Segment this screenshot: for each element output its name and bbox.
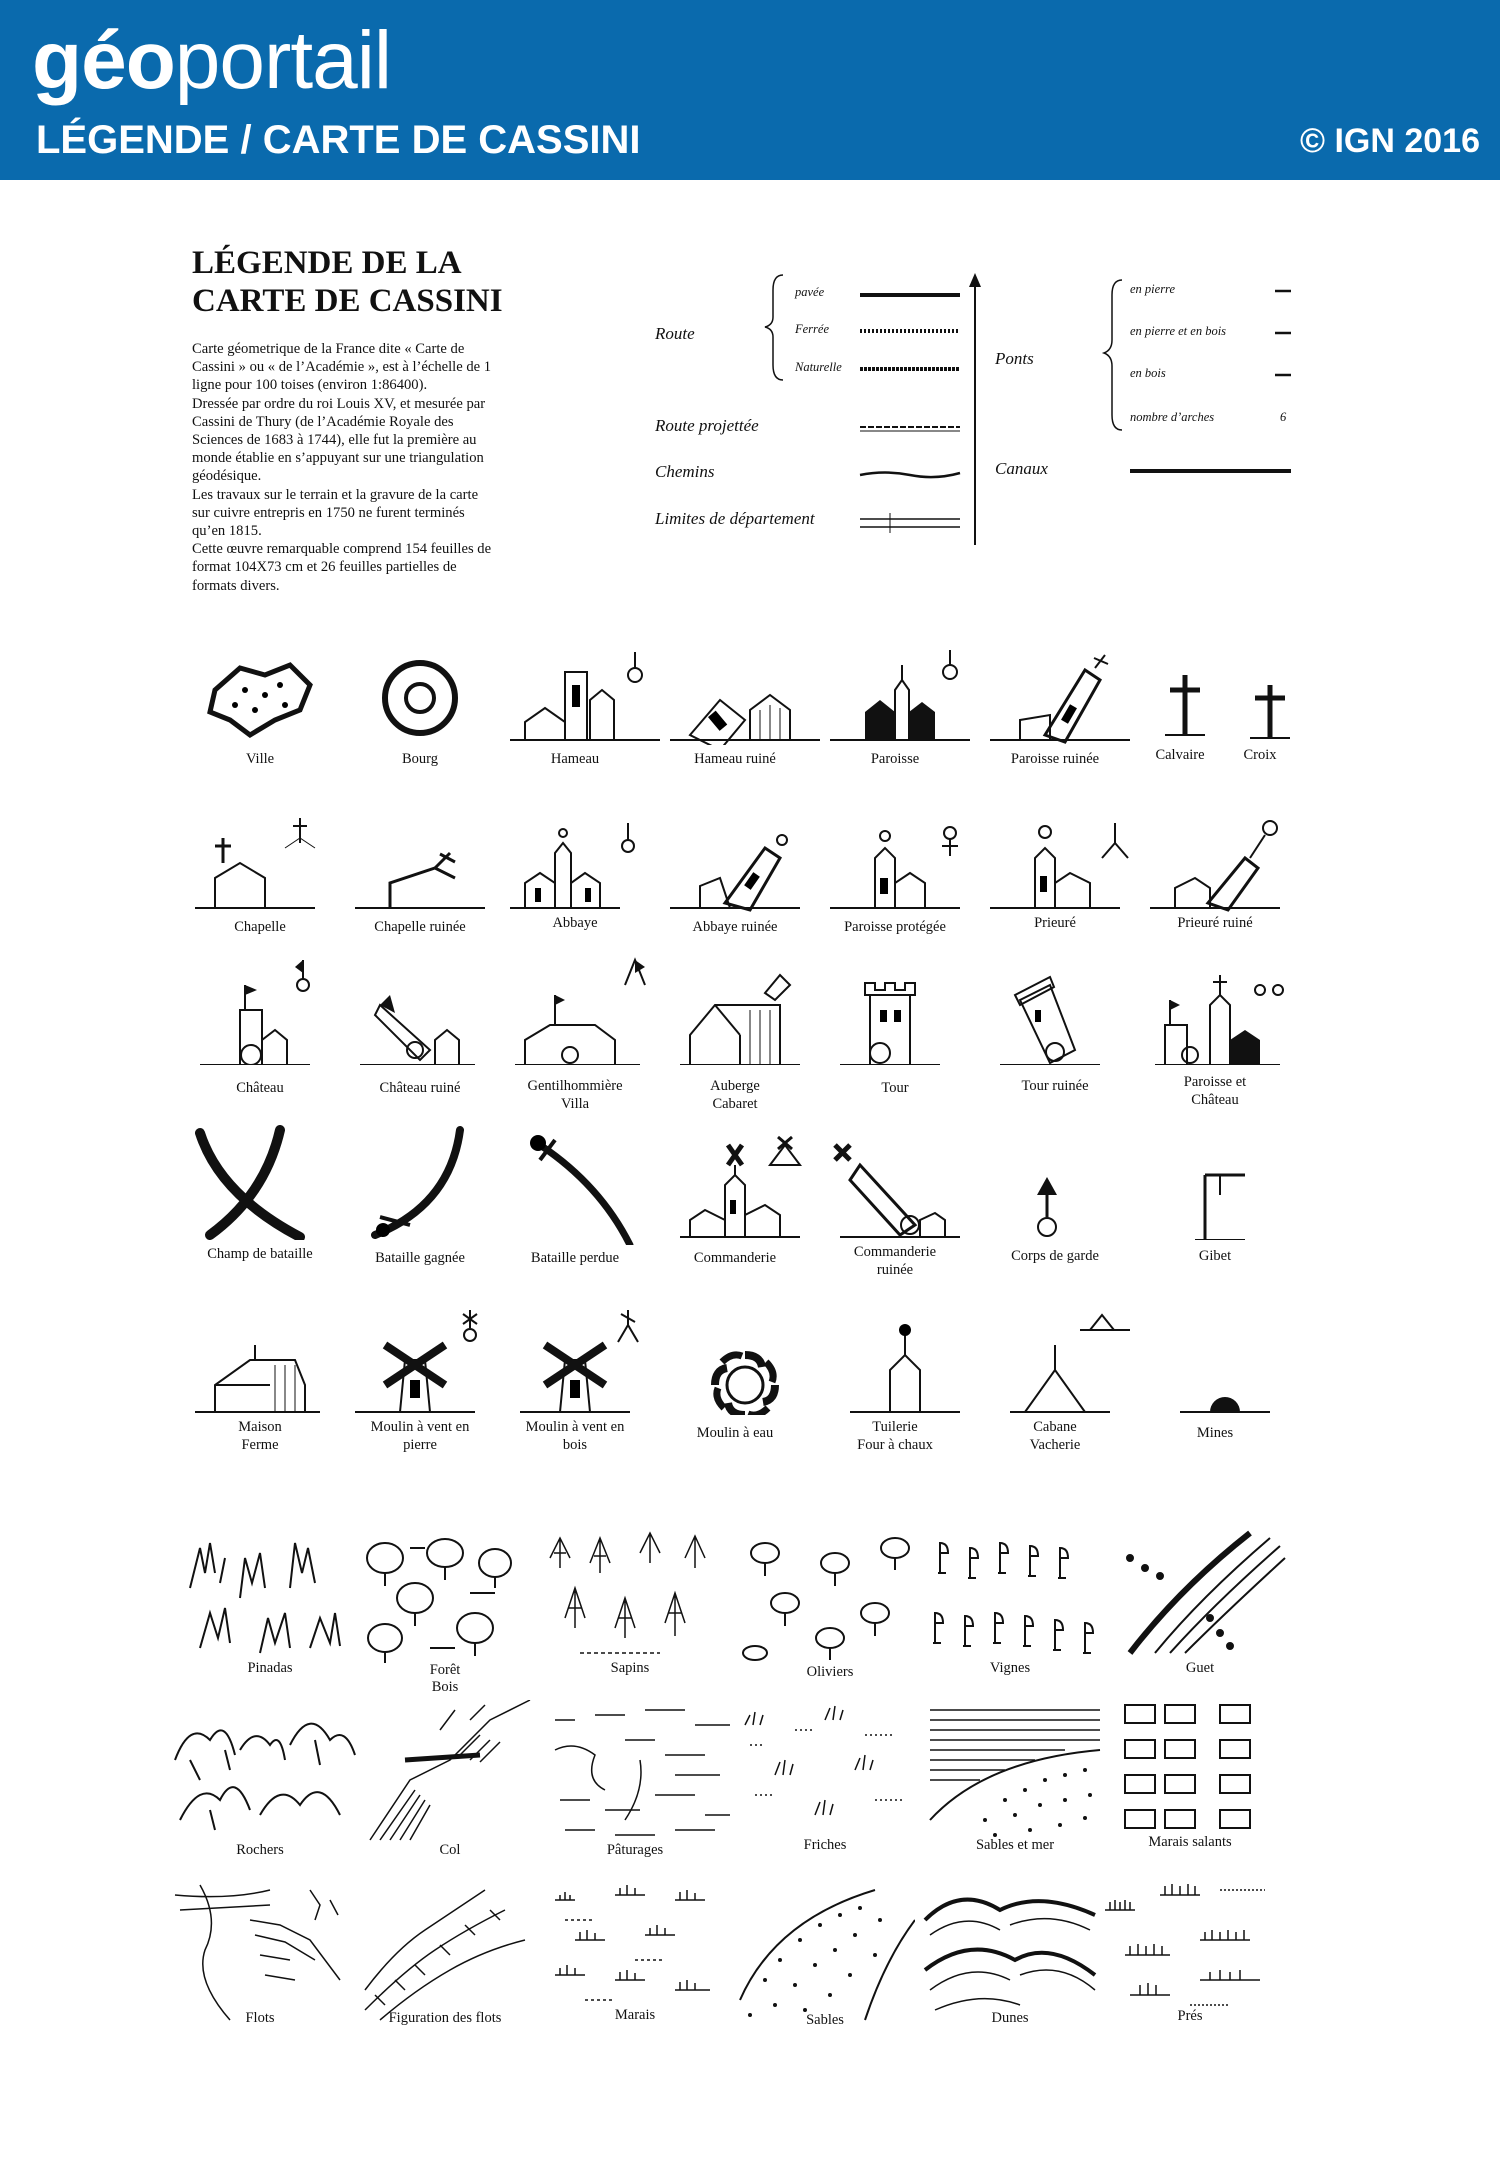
texture-label: Marais	[614, 2007, 656, 2023]
label-line: bois	[562, 1437, 588, 1453]
vignes-texture	[920, 1528, 1100, 1668]
symbol-bataille-gagnee	[345, 1125, 495, 1295]
symbol-label	[335, 1418, 505, 1454]
desc-line: Sciences de 1683 à 1744), elle fut la première au	[192, 432, 477, 449]
texture-marais	[545, 1880, 725, 2050]
abbaye-ruinee-icon	[670, 818, 820, 913]
legend-description	[192, 340, 514, 595]
battle-won-icon	[355, 1125, 495, 1240]
symbol-commanderie-ruinee	[820, 1125, 970, 1295]
desc-line: Cassini » ou « de l’Académie », est à l’échelle de 1	[192, 359, 492, 376]
paroisse-chateau-icon	[1150, 955, 1300, 1065]
sables-mer-texture	[925, 1700, 1105, 1850]
label-line: Cabane	[1033, 1419, 1077, 1435]
chapelle-icon	[195, 818, 325, 913]
texture-label: Col	[439, 1842, 461, 1858]
symbol-auberge	[660, 955, 810, 1125]
texture-label: Pâturages	[606, 1842, 664, 1858]
paroisse-ruinee-icon	[990, 650, 1140, 745]
texture-oliviers	[740, 1528, 920, 1698]
label-line: Commanderie	[853, 1244, 937, 1260]
texture-marais-salants	[1115, 1700, 1295, 1870]
commanderie-icon	[670, 1125, 820, 1240]
desc-line: ligne pour 100 toises (environ 1:86400).	[192, 377, 428, 394]
bridge-wood-label: en bois	[1130, 366, 1166, 380]
desc-line: format 104X73 cm et 26 feuilles partielles de	[192, 559, 457, 576]
gibet-icon	[1150, 1125, 1300, 1240]
symbol-label	[810, 1243, 980, 1279]
symbol-label: Calvaire	[1155, 747, 1205, 763]
desc-line: Les travaux sur le terrain et la gravure de la carte	[192, 486, 479, 503]
texture-paturages	[545, 1700, 725, 1870]
logo-bold-text: géo	[32, 15, 175, 106]
logo-light-text: portail	[174, 15, 392, 106]
page-subtitle: LÉGENDE / CARTE DE CASSINI	[36, 118, 641, 162]
paroisse-icon	[830, 650, 980, 745]
label-line: Bois	[431, 1679, 459, 1695]
desc-line: sur cuivre entrepris en 1750 ne furent terminés	[192, 504, 465, 521]
figuration-flots-texture	[355, 1880, 535, 2025]
texture-vignes	[920, 1528, 1100, 1698]
desc-line: géodésique.	[192, 468, 262, 485]
label-line: Auberge	[710, 1078, 760, 1094]
symbol-ville	[185, 650, 335, 820]
bridge-arches-label: nombre d’arches	[1130, 410, 1215, 424]
moulin-bois-icon	[510, 1300, 660, 1415]
texture-sables	[735, 1880, 915, 2050]
symbol-label: Hameau	[550, 751, 600, 767]
moulin-pierre-icon	[355, 1300, 505, 1415]
texture-label: Vignes	[989, 1660, 1031, 1676]
sables-texture	[735, 1880, 915, 2025]
texture-dunes	[920, 1880, 1100, 2050]
symbol-label: Abbaye ruinée	[692, 919, 778, 935]
symbol-label: Champ de bataille	[207, 1246, 313, 1262]
texture-label: Pinadas	[247, 1660, 293, 1676]
hameau-ruine-icon	[670, 650, 820, 745]
symbol-label: Croix	[1243, 747, 1277, 763]
symbol-label	[810, 1418, 980, 1454]
desc-line: Carte géometrique de la France dite « Carte de	[192, 341, 465, 357]
symbol-label: Paroisse	[870, 751, 920, 767]
dunes-texture	[920, 1880, 1100, 2025]
symbol-label: Prieuré	[1034, 915, 1076, 931]
texture-rochers	[170, 1700, 350, 1870]
road-ferree-label: Ferrée	[795, 322, 830, 336]
symbol-label: Ville	[245, 751, 275, 767]
texture-label: Friches	[803, 1837, 847, 1853]
paths-label: Chemins	[655, 462, 715, 481]
symbol-hameau-ruine	[660, 650, 810, 820]
ville-icon	[195, 650, 325, 745]
friches-texture	[735, 1700, 915, 1850]
tuilerie-icon	[830, 1300, 980, 1415]
pres-texture	[1100, 1880, 1280, 2025]
texture-pres	[1100, 1880, 1280, 2050]
marais-salants-texture	[1115, 1700, 1295, 1850]
texture-sables-mer	[925, 1700, 1105, 1870]
symbol-label	[490, 1418, 660, 1454]
label-line: Moulin à vent en	[525, 1419, 625, 1435]
pinadas-texture	[180, 1528, 360, 1668]
croix-icon	[1230, 650, 1310, 745]
symbol-label: Gibet	[1198, 1248, 1232, 1264]
symbol-paroisse-ruinee	[980, 650, 1130, 820]
symbol-label	[970, 1418, 1140, 1454]
calvaire-icon	[1150, 650, 1230, 745]
hameau-icon	[510, 650, 660, 745]
desc-line: Dressée par ordre du roi Louis XV, et mesurée par	[192, 395, 486, 412]
texture-label: Rochers	[236, 1842, 284, 1858]
texture-col	[360, 1700, 540, 1870]
road-projected-label: Route projettée	[655, 416, 759, 435]
texture-label: Marais salants	[1148, 1834, 1232, 1850]
symbol-label: Bataille perdue	[530, 1250, 620, 1266]
symbol-tour	[820, 955, 970, 1125]
symbol-hameau	[500, 650, 650, 820]
desc-line: Cette œuvre remarquable comprend 154 feuilles de	[192, 541, 492, 558]
label-line: Vacherie	[1029, 1437, 1081, 1453]
texture-label: Sapins	[610, 1660, 650, 1676]
symbol-label: Tour ruinée	[1021, 1078, 1089, 1094]
moulin-eau-icon	[670, 1300, 820, 1415]
symbol-corps-garde	[980, 1125, 1130, 1295]
symbol-label	[490, 1077, 660, 1113]
symbol-label: Abbaye	[552, 915, 598, 931]
bourg-icon	[355, 650, 485, 745]
symbol-calvaire	[1140, 650, 1220, 820]
paroisse-protegee-icon	[830, 818, 980, 913]
label-line: Villa	[560, 1096, 590, 1112]
symbol-label: Prieuré ruiné	[1177, 915, 1253, 931]
label-line: Paroisse et	[1183, 1074, 1247, 1090]
label-line: Moulin à vent en	[370, 1419, 470, 1435]
canals-label: Canaux	[995, 459, 1048, 478]
texture-label	[355, 1662, 535, 1696]
symbol-champ-bataille	[185, 1125, 335, 1295]
gentilhommiere-icon	[510, 955, 660, 1065]
symbol-label: Tour	[881, 1080, 909, 1096]
commanderie-ruinee-icon	[830, 1125, 980, 1240]
corps-garde-icon	[990, 1125, 1140, 1240]
col-texture	[360, 1700, 540, 1850]
symbol-chateau-ruine	[345, 955, 495, 1125]
marais-texture	[545, 1880, 725, 2025]
texture-label: Oliviers	[806, 1664, 854, 1680]
department-limits-label: Limites de département	[655, 509, 815, 528]
mines-icon	[1150, 1300, 1300, 1415]
symbol-label: Chapelle ruinée	[374, 919, 466, 935]
texture-foret	[355, 1528, 535, 1698]
symbol-label	[650, 1077, 820, 1113]
symbol-chateau	[185, 955, 335, 1125]
chapelle-ruinee-icon	[355, 818, 495, 913]
symbol-label: Chapelle	[234, 919, 286, 935]
symbol-tuilerie	[820, 1300, 970, 1470]
legend-title-line2: CARTE DE CASSINI	[192, 283, 503, 319]
symbol-label: Château	[236, 1080, 284, 1096]
legend-title-line1: LÉGENDE DE LA	[192, 245, 462, 281]
texture-label: Prés	[1177, 2008, 1203, 2024]
texture-friches	[735, 1700, 915, 1870]
desc-line: Cassini de Thury (de l’Académie Royale des	[192, 413, 454, 430]
battle-lost-icon	[510, 1125, 650, 1245]
label-line: Cabaret	[712, 1096, 758, 1112]
auberge-icon	[670, 955, 820, 1065]
label-line: Ferme	[241, 1437, 279, 1453]
symbol-label: Moulin à eau	[696, 1425, 774, 1441]
prieure-ruine-icon	[1150, 818, 1300, 913]
road-label: Route	[655, 324, 695, 343]
symbol-maison	[185, 1300, 335, 1470]
texture-label: Sables et mer	[975, 1837, 1055, 1853]
symbol-label: Bourg	[402, 751, 438, 767]
oliviers-texture	[740, 1528, 920, 1668]
texture-label: Flots	[245, 2010, 275, 2026]
label-line: Tuilerie	[872, 1419, 918, 1435]
header-banner	[0, 0, 1500, 180]
symbol-cabane	[980, 1300, 1130, 1470]
symbol-label: Commanderie	[693, 1250, 777, 1266]
texture-flots	[170, 1880, 350, 2050]
foret-texture	[355, 1528, 535, 1668]
road-naturelle-label: Naturelle	[795, 360, 842, 374]
maison-icon	[195, 1300, 325, 1415]
bridges-label: Ponts	[995, 349, 1034, 368]
label-line: Four à chaux	[857, 1437, 933, 1453]
symbol-label: Bataille gagnée	[375, 1250, 465, 1266]
texture-label: Guet	[1185, 1660, 1215, 1676]
label-line: Gentilhommière	[527, 1078, 623, 1094]
texture-label: Sables	[806, 2012, 844, 2028]
geoportail-logo[interactable]	[32, 14, 391, 108]
desc-line: formats divers.	[192, 577, 280, 594]
symbol-label: Paroisse ruinée	[1010, 751, 1100, 767]
symbol-tour-ruinee	[980, 955, 1130, 1125]
abbaye-icon	[510, 818, 650, 913]
symbol-label: Château ruiné	[379, 1080, 461, 1096]
texture-guet	[1110, 1528, 1290, 1698]
paturages-texture	[545, 1700, 735, 1850]
texture-sapins	[540, 1528, 720, 1698]
legend-title	[192, 244, 503, 320]
symbol-gentilhommiere	[500, 955, 650, 1125]
rochers-texture	[170, 1700, 360, 1850]
texture-label: Dunes	[991, 2010, 1029, 2026]
symbol-bataille-perdue	[500, 1125, 650, 1295]
texture-figuration-flots	[355, 1880, 535, 2050]
symbol-label: Mines	[1196, 1425, 1234, 1441]
bridge-arches-number: 6	[1280, 410, 1287, 424]
texture-label: Figuration des flots	[388, 2010, 502, 2026]
chateau-icon	[195, 955, 325, 1065]
symbol-moulin-bois	[500, 1300, 650, 1470]
sapins-texture	[540, 1528, 720, 1668]
symbol-label: Paroisse protégée	[844, 919, 946, 935]
copyright: © IGN 2016	[1299, 122, 1480, 160]
symbol-bourg	[345, 650, 495, 820]
symbol-label: Hameau ruiné	[694, 751, 776, 767]
symbol-paroisse-chateau	[1140, 955, 1290, 1125]
symbol-croix	[1220, 650, 1300, 820]
symbol-paroisse	[820, 650, 970, 820]
symbol-gibet	[1140, 1125, 1290, 1295]
symbol-label: Corps de garde	[1011, 1248, 1099, 1264]
battlefield-icon	[195, 1125, 335, 1240]
roads-legend	[655, 265, 1315, 555]
desc-line: qu’en 1815.	[192, 523, 262, 540]
label-line: Château	[1191, 1092, 1239, 1108]
label-line: Forêt	[429, 1662, 461, 1678]
symbol-moulin-eau	[660, 1300, 810, 1470]
road-pavee-label: pavée	[795, 285, 825, 299]
symbol-mines	[1140, 1300, 1290, 1470]
symbol-label	[175, 1418, 345, 1454]
guet-texture	[1110, 1528, 1290, 1668]
flots-texture	[170, 1880, 350, 2025]
bridge-stone-label: en pierre	[1130, 282, 1176, 296]
symbol-moulin-pierre	[345, 1300, 495, 1470]
tour-icon	[830, 955, 980, 1065]
symbol-commanderie	[660, 1125, 810, 1295]
bridge-stone-wood-label: en pierre et en bois	[1130, 324, 1227, 338]
label-line: Maison	[238, 1419, 282, 1435]
label-line: ruinée	[876, 1262, 914, 1278]
label-line: pierre	[403, 1437, 437, 1453]
desc-line: monde établie en s’appuyant sur une triangulation	[192, 450, 484, 467]
chateau-ruine-icon	[355, 955, 495, 1065]
prieure-icon	[990, 818, 1140, 913]
tour-ruinee-icon	[990, 955, 1140, 1065]
cabane-icon	[990, 1300, 1140, 1415]
symbol-label	[1130, 1073, 1300, 1109]
texture-pinadas	[180, 1528, 360, 1698]
